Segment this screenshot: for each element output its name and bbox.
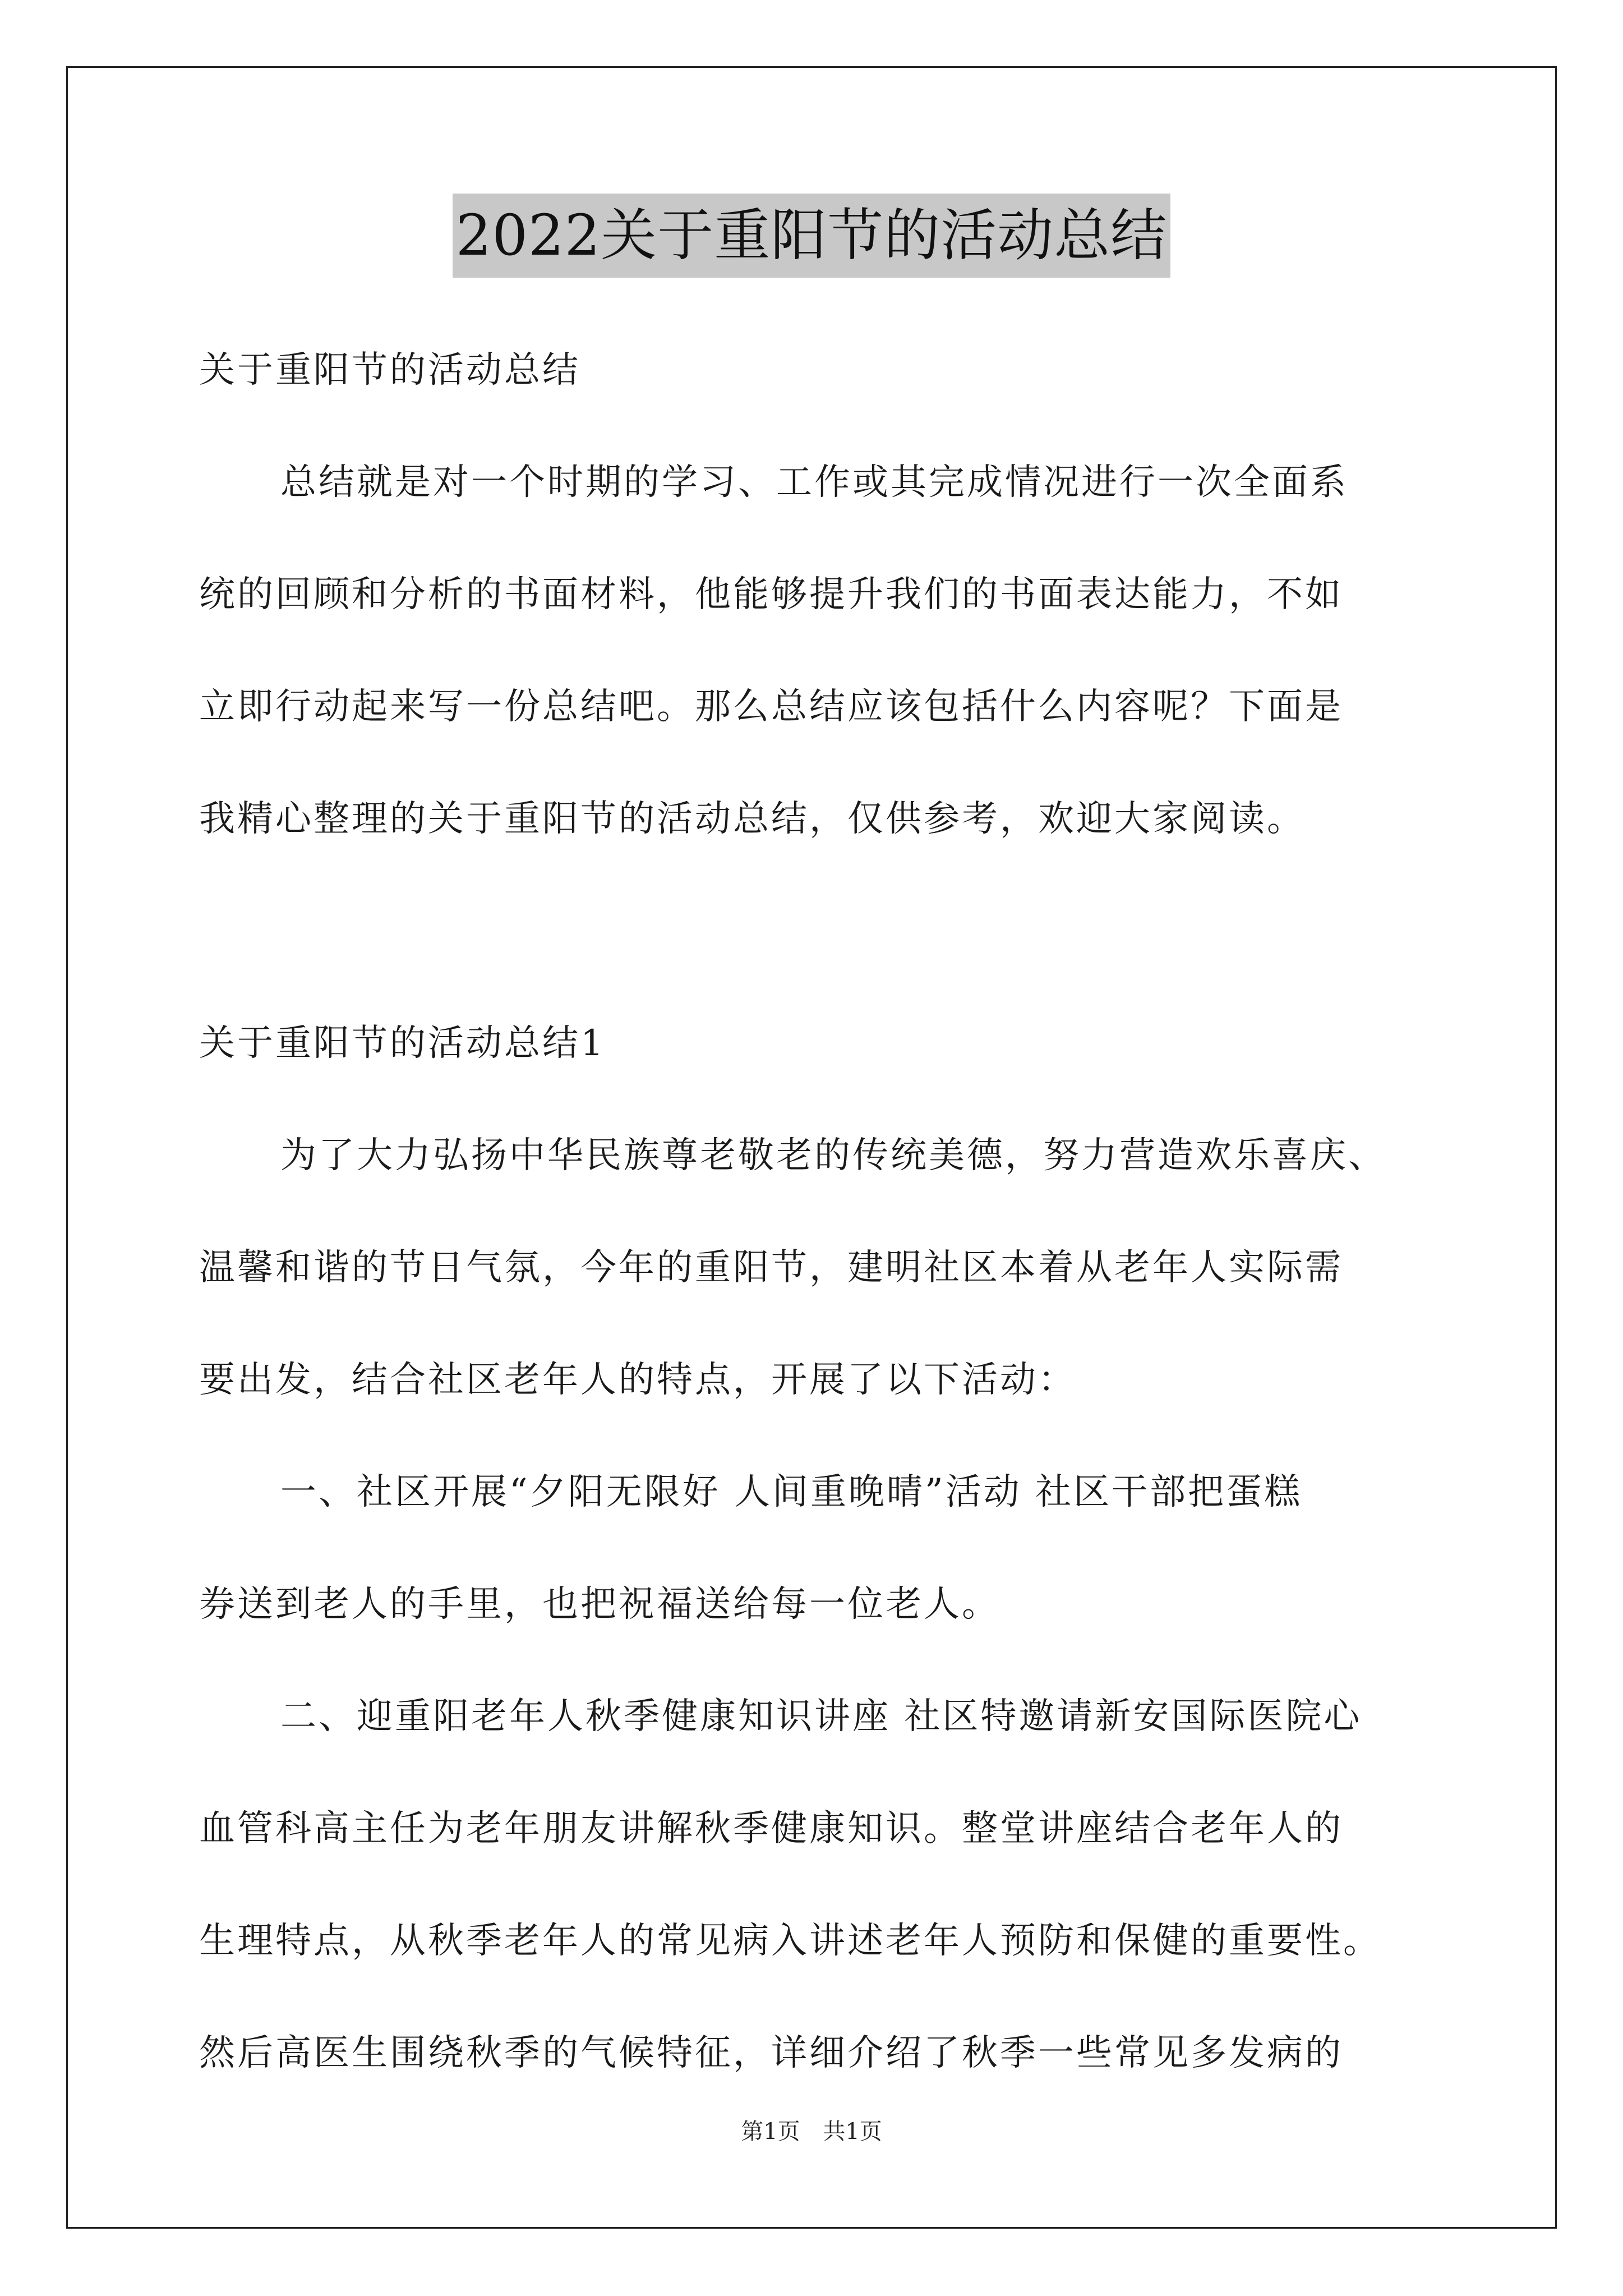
document-title: 2022关于重阳节的活动总结 (453, 194, 1171, 278)
document-body (199, 314, 1427, 2109)
paragraph-line: 总结就是对一个时期的学习、工作或其完成情况进行一次全面系 (280, 462, 1348, 503)
paragraph-line: 然后高医生围绕秋季的气候特征，详细介绍了秋季一些常见多发病的 (199, 2032, 1343, 2074)
paragraph-line: 温馨和谐的节日气氛，今年的重阳节，建明社区本着从老年人实际需 (199, 1247, 1343, 1289)
page-total: 共1页 (823, 2119, 882, 2145)
paragraph-line: 立即行动起来写一份总结吧。那么总结应该包括什么内容呢？下面是 (199, 686, 1343, 728)
paragraph-line: 为了大力弘扬中华民族尊老敬老的传统美德，努力营造欢乐喜庆、 (280, 1135, 1386, 1176)
title-container (0, 194, 1623, 278)
subtitle: 关于重阳节的活动总结 (199, 349, 580, 391)
paragraph-line: 统的回顾和分析的书面材料，他能够提升我们的书面表达能力，不如 (199, 574, 1343, 615)
page-footer (0, 2115, 1623, 2148)
paragraph-line: 血管科高主任为老年朋友讲解秋季健康知识。整堂讲座结合老年人的 (199, 1808, 1343, 1849)
paragraph-line: 券送到老人的手里，也把祝福送给每一位老人。 (199, 1584, 1000, 1625)
paragraph-line: 生理特点，从秋季老年人的常见病入讲述老年人预防和保健的重要性。 (199, 1920, 1381, 1962)
page-number: 第1页 (741, 2119, 800, 2145)
paragraph-line: 要出发，结合社区老年人的特点，开展了以下活动： (199, 1359, 1076, 1401)
section-gap (199, 875, 1427, 987)
paragraph-line: 一、社区开展“夕阳无限好 人间重晚晴”活动 社区干部把蛋糕 (280, 1471, 1303, 1513)
paragraph-line: 二、迎重阳老年人秋季健康知识讲座 社区特邀请新安国际医院心 (280, 1696, 1362, 1737)
section-heading: 关于重阳节的活动总结1 (199, 1023, 606, 1064)
paragraph-line: 我精心整理的关于重阳节的活动总结，仅供参考，欢迎大家阅读。 (199, 798, 1305, 840)
